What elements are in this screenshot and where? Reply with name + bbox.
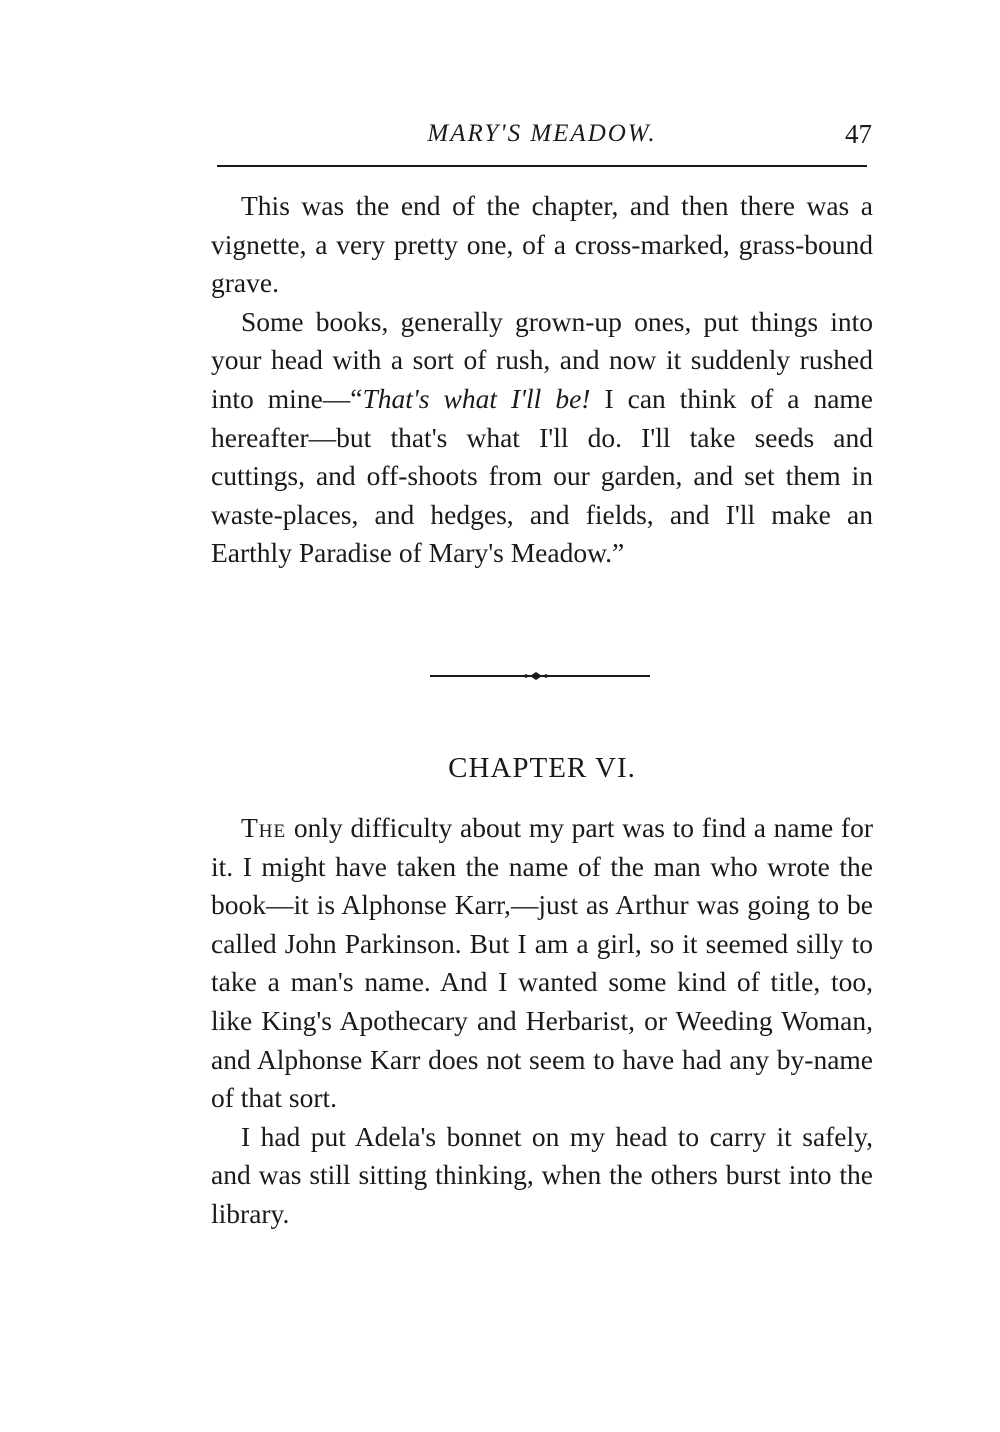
paragraph-text: I can think of a name hereafter—but that's what I'll do. I'll take seeds and cuttings, and off-shoots from our garden, and set them in waste-places, and hedges, and fields, and I'll make an Earthly Paradise of Mary's Meadow.” <box>211 382 873 569</box>
chapter-text <box>211 809 873 1234</box>
section-one-text <box>211 187 873 573</box>
chapter-heading: CHAPTER VI. <box>448 752 636 784</box>
page-number: 47 <box>845 119 872 149</box>
paragraph: I had put Adela's bonnet on my head to carry it safely, and was still sitting thinking, when the others burst into the library. <box>211 1120 873 1229</box>
paragraph-text: only difficulty about my part was to find a name for it. I might have taken the name of the man who wrote the book—it is Alphonse Karr,—just as Arthur was going to be called John Parkinson. But I am a girl, so it seemed silly to take a man's name. And I wanted some kind of title, too, like King's Apothecary and Herbarist, or Weeding Woman, and Alphonse Karr does not seem to have had any by-name of that sort. <box>211 812 873 1114</box>
paragraph: This was the end of the chapter, and then there was a vignette, a very pretty one, of a cross-marked, grass-bound grave. <box>211 190 873 299</box>
header-rule <box>217 165 867 167</box>
running-title: MARY'S MEADOW. <box>427 120 657 147</box>
italic-quote: That's what I'll be! <box>362 382 591 414</box>
chapter-lead-word: The <box>241 812 287 843</box>
running-head <box>212 117 872 151</box>
paragraph <box>211 809 873 1118</box>
section-ornament <box>430 669 650 683</box>
paragraph <box>211 303 873 573</box>
paragraph-text: Some books, generally grown-up ones, put things into your head with a sort of rush, and now it suddenly rushed into mine—“ <box>211 305 873 414</box>
ornament-rule-icon <box>430 669 650 683</box>
